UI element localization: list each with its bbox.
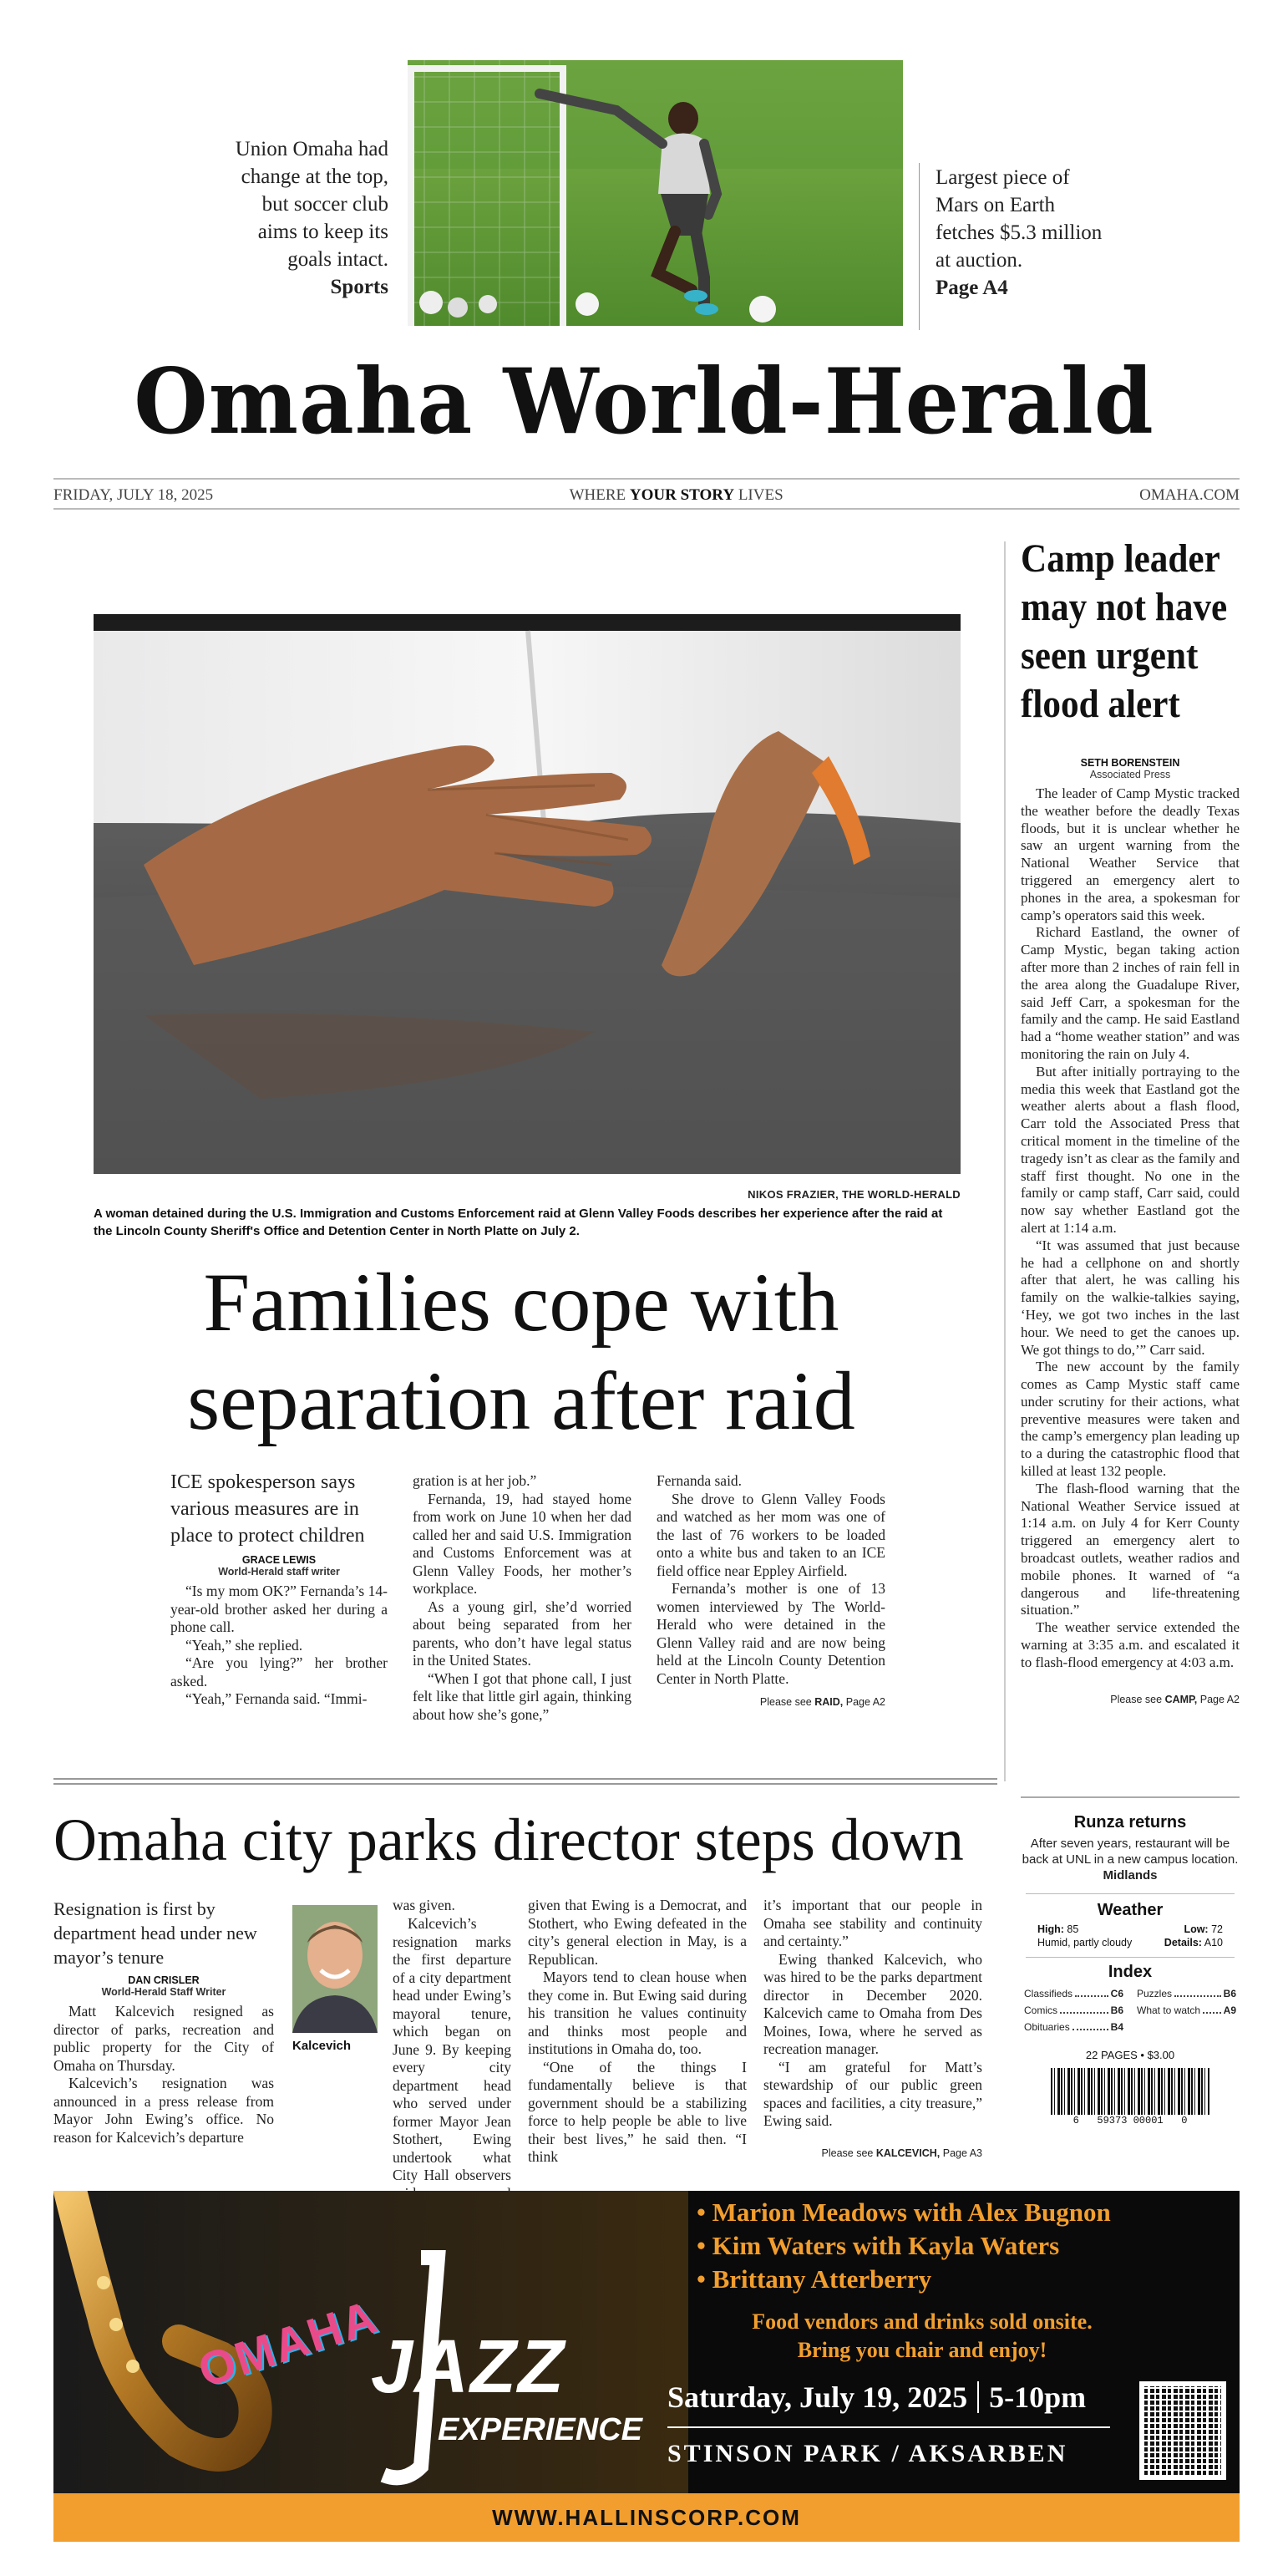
lead-jump-bold: RAID, — [814, 1696, 844, 1708]
photo-credit — [94, 1188, 961, 1201]
lead-byline-name: GRACE LEWIS — [241, 1554, 317, 1566]
ad-act-name: Marion Meadows with Alex Bugnon — [712, 2197, 1111, 2227]
ad-website[interactable]: WWW.HALLINSCORP.COM — [53, 2493, 1240, 2542]
index-page: B6 — [1110, 2004, 1123, 2016]
ad-info — [672, 2308, 1173, 2365]
dateline-bar — [53, 478, 1240, 510]
masthead-logo[interactable]: Omaha World-Herald — [134, 349, 1154, 455]
side-paragraph: But after initially portraying to the media this week that Eastland got the weather alerts about a flash flood, Carr told the Associated Press that critical moment in the timeline of the tragedy isn’t as clear as the family and staff first thought. No one in the family or camp staff, Carr said, could now say whether Eastland got the alert at 1:14 a.m. — [1021, 1063, 1240, 1236]
jazz-ad[interactable] — [53, 2191, 1240, 2542]
soccer-goalkeeper-image — [408, 60, 903, 326]
lead-photo[interactable] — [94, 614, 961, 1174]
ad-date-row — [667, 2376, 1202, 2418]
side-column-rule — [1004, 541, 1006, 1781]
index-item[interactable] — [1024, 1985, 1123, 2002]
parks-col1-p: Matt Kalcevich resigned as director of parks, recreation and public property for the City of Omaha on Thursday. — [53, 2003, 274, 2074]
weather-details[interactable] — [1164, 1937, 1223, 1949]
index-page: A9 — [1223, 2004, 1236, 2016]
runza-text — [1021, 1836, 1240, 1883]
parks-col4-p: Ewing thanked Kalcevich, who was hired to be the parks department director in December 2020. Kalcevich came to Omaha from Des Moines, Iowa, where he served as recreation manager. — [763, 1950, 982, 2057]
lead-deck: ICE spokesperson says various measures are in place to protect children — [170, 1471, 365, 1547]
ad-logo — [191, 2283, 663, 2483]
soccer-photo[interactable] — [408, 60, 903, 326]
ad-venue: STINSON PARK / AKSARBEN — [667, 2440, 1068, 2467]
side-paragraph: The leader of Camp Mystic tracked the weather before the deadly Texas floods, but it is unclear whether he saw an urgent warning from the National Weather Service that triggered an emergency alert to phones in the area, a spokesman for camp’s operators said this week. — [1021, 785, 1240, 923]
teaser-sports-section: Sports — [330, 276, 388, 298]
parks-col2-rest: Kalcevich’s resignation marks the first departure of a city department head under Ewing’s mayoral tenure, which began on June 9. By keeping every city department head who served under former Mayor Jean Stothert, Ewing undertook what City Hall observers — [393, 1915, 511, 2183]
index-item[interactable] — [1024, 2019, 1123, 2035]
parks-col3-p: Mayors tend to clean house when they come in. But Ewing said during his transition he values continuity and thinks most people and institutions in Omaha do, too. — [528, 1969, 747, 2057]
side-byline-org: Associated Press — [1089, 769, 1171, 780]
index-page: B4 — [1110, 2021, 1123, 2033]
index-name: Comics — [1024, 2004, 1058, 2016]
photo-credit-org: , THE WORLD-HERALD — [835, 1188, 961, 1201]
teaser-divider — [919, 163, 920, 330]
teaser-mars-section: Page A4 — [936, 277, 1008, 299]
kalcevich-caption: Kalcevich — [292, 2039, 352, 2053]
lead-col3-p: Fernanda said. — [657, 1472, 743, 1489]
index-name: Classifieds — [1024, 1988, 1073, 1999]
index-item[interactable] — [1137, 2002, 1236, 2019]
low-value: 72 — [1211, 1923, 1223, 1935]
parks-col2-top: was given. — [393, 1897, 455, 1913]
ad-act: • Kim Waters with Kayla Waters — [697, 2231, 1060, 2260]
parks-jump-bold: KALCEVICH, — [875, 2147, 941, 2159]
lead-col3-p: Fernanda’s mother is one of 13 women interviewed by The World-Herald who were detained in the Glenn Valley raid and are now being held at the Lincoln County Detention Center in North Platte. — [657, 1580, 885, 1687]
ad-act: • Marion Meadows with Alex Bugnon — [697, 2197, 1111, 2227]
side-paragraph: Richard Eastland, the owner of Camp Mystic, began taking action after more than 2 inches of rain fell in the area along the Guadalupe River, said Jeff Carr, a spokesman for the family and the camp. He said Eastland had a “home weather station” and was monitoring the rain on July 4. — [1021, 924, 1240, 1062]
lead-byline-title: World-Herald staff writer — [218, 1566, 340, 1578]
index-name: Obituaries — [1024, 2021, 1070, 2033]
ad-logo-experience: EXPERIENCE — [438, 2412, 642, 2447]
lead-headline[interactable]: Families cope with separation after raid — [187, 1256, 855, 1447]
lead-col2-p: “When I got that phone call, I just felt like that little girl again, thinking about how she’s gone,” — [413, 1669, 631, 1723]
weather-conditions: Humid, partly cloudy — [1037, 1937, 1133, 1949]
side-headline[interactable]: Camp leader may not have seen urgent flood alert — [1021, 536, 1228, 726]
barcode-digits: 6 59373 00001 0 — [1072, 2115, 1188, 2126]
ad-date-divider — [977, 2381, 979, 2413]
issue-date: FRIDAY, JULY 18, 2025 — [53, 485, 214, 504]
runza-desc: After seven years, restaurant will be back at UNL in a new campus location. — [1022, 1837, 1239, 1867]
side-jump-pre: Please see — [1110, 1693, 1163, 1705]
side-story-body — [1021, 752, 1240, 1705]
side-paragraph: The flash-flood warning that the National Weather Service issued at 1:14 a.m. on July 4 for Kerr County triggered an emergency alert to broadcast outlets, weather radios and mobile phones. It warned of “a dangerous and life-threatening situation.” — [1021, 1480, 1240, 1618]
section-divider — [53, 1778, 997, 1785]
parks-deck: Resignation is first by department head under new mayor’s tenure — [53, 1898, 257, 1968]
teaser-page-a4[interactable] — [936, 164, 1103, 302]
lead-col2-p: gration is at her job.” — [413, 1472, 537, 1489]
side-paragraph: The new account by the family comes as Camp Mystic staff came under scrutiny for their actions, what preventive measures were taken and the camp’s emergency plan leading up to a during the catastrophic flood that killed at least 132 people. — [1021, 1359, 1240, 1480]
runza-section: Midlands — [1103, 1868, 1158, 1882]
parks-jump-pre: Please see — [821, 2147, 874, 2159]
photo-caption: A woman detained during the U.S. Immigration and Customs Enforcement raid at Glenn Valley Foods describes her experience after the raid at the Lincoln County Sheriff's Office and Detention Center in North Platte on July 2. — [94, 1207, 943, 1238]
side-text — [1021, 785, 1240, 1672]
weather-row1 — [1021, 1920, 1240, 1935]
lead-jump-post: Page A2 — [845, 1696, 885, 1708]
photo-credit-name: NIKOS FRAZIER — [748, 1188, 836, 1201]
lead-col2-p: Fernanda, 19, had stayed home from work on June 10 when her dad called her and said U.S. Immigration and Customs Enforcement was at Glenn Valley Foods, her mother’s workplace. — [413, 1490, 631, 1597]
lead-jump-pre: Please see — [759, 1696, 812, 1708]
lead-col1-p: “Are you lying?” her brother asked. — [170, 1654, 388, 1689]
ad-info-line1: Food vendors and drinks sold onsite. — [752, 2309, 1093, 2334]
tagline-post: LIVES — [738, 485, 783, 504]
side-paragraph: The weather service extended the warning at 3:35 a.m. and escalated it to flash-flood emergency at 4:03 a.m. — [1021, 1619, 1240, 1670]
ad-act-name: Kim Waters with Kayla Waters — [712, 2231, 1060, 2260]
ad-act-name: Brittany Atterberry — [712, 2264, 932, 2294]
index-item[interactable] — [1137, 1985, 1236, 2002]
side-jump-link[interactable] — [1021, 1694, 1240, 1705]
ad-qr-code[interactable] — [1139, 2381, 1226, 2480]
index-page: B6 — [1223, 1988, 1236, 1999]
weather-high — [1037, 1923, 1078, 1935]
parks-col1-text — [53, 2003, 274, 2147]
tagline-bold: YOUR STORY — [629, 485, 735, 504]
low-label: Low: — [1184, 1923, 1209, 1935]
parks-byline-name: DAN CRISLER — [128, 1974, 200, 1986]
weather-title: Weather — [1097, 1901, 1164, 1919]
ad-logo-jazz: JAZZ — [371, 2325, 565, 2409]
ad-act: • Brittany Atterberry — [697, 2264, 932, 2294]
parks-headline[interactable]: Omaha city parks director steps down — [53, 1806, 964, 1873]
sidebar-box — [1021, 1796, 1240, 2172]
parks-col4-p: “I am grateful for Matt’s stewardship of our public green spaces and facilities, a city treasure,” Ewing said. — [763, 2058, 982, 2129]
parks-col1-p: Kalcevich’s resignation was announced in a press release from Mayor John Ewing’s office. No reason for Kalcevich’s departure — [53, 2075, 274, 2146]
tagline — [570, 486, 783, 505]
lead-col1-text — [170, 1583, 388, 1709]
teaser-mars-text: Largest piece of Mars on Earth fetches $5.3 million at auction. — [936, 166, 1103, 272]
parks-col3 — [528, 1897, 747, 2167]
lead-col1-p: “Yeah,” Fernanda said. “Immi- — [185, 1690, 368, 1707]
price-line: 22 PAGES • $3.00 — [1085, 2049, 1175, 2061]
index-name: Puzzles — [1137, 1988, 1173, 1999]
parks-col3-p: “One of the things I fundamentally believe is that government should be a stabilizing force to help people be able to live their best lives,” he said then. “I think — [528, 2058, 747, 2165]
index-list — [1021, 1982, 1240, 2035]
parks-col4-p: it’s important that our people in Omaha see stability and continuity and certainty.” — [763, 1897, 982, 1949]
parks-jump-link[interactable] — [763, 2147, 982, 2159]
lead-col3-p: She drove to Glenn Valley Foods and watched as her mom was one of the last of 76 workers to be loaded onto a white bus and taken to an ICE field office near Eppley Airfield. — [657, 1490, 885, 1579]
lead-jump-link[interactable] — [657, 1696, 885, 1708]
side-paragraph: “It was assumed that just because he had a cellphone on and shortly after that alert, he was calling his family on the walkie-talkies saying, ‘Hey, we got two inches in the last hour. We need to get the canoes up. We got things to do,’” Carr said. — [1021, 1237, 1240, 1358]
side-jump-bold: CAMP, — [1164, 1693, 1198, 1705]
weather-row2 — [1021, 1935, 1240, 1949]
high-value: 85 — [1067, 1923, 1079, 1935]
barcode — [1051, 2068, 1209, 2115]
index-item[interactable] — [1024, 2002, 1123, 2019]
parks-col2-wrap — [292, 1915, 511, 2238]
site-link[interactable]: OMAHA.COM — [1139, 485, 1240, 504]
parks-col4 — [763, 1897, 982, 2131]
parks-col2 — [393, 1897, 510, 1915]
ad-acts — [697, 2196, 1214, 2296]
ad-date: Saturday, July 19, 2025 — [667, 2380, 968, 2414]
index-name: What to watch — [1137, 2004, 1201, 2016]
lead-story-col1 — [170, 1469, 388, 1709]
parks-jump-post: Page A3 — [942, 2147, 982, 2159]
parks-col3-p: given that Ewing is a Democrat, and Stothert, who Ewing defeated in the city’s general election in May, is a Republican. — [528, 1897, 747, 1968]
lead-story-col2 — [413, 1472, 631, 1724]
index-title: Index — [1108, 1963, 1153, 1981]
weather-low — [1184, 1923, 1223, 1935]
parks-col1 — [53, 1897, 274, 2147]
ad-rule — [667, 2426, 1110, 2428]
lead-story-col3 — [657, 1472, 885, 1688]
lead-col1-p: “Yeah,” she replied. — [185, 1636, 303, 1654]
ad-info-line2: Bring you chair and enjoy! — [797, 2338, 1047, 2362]
teaser-sports[interactable] — [226, 135, 388, 301]
high-label: High: — [1037, 1923, 1064, 1935]
lead-col1-p: “Is my mom OK?” Fernanda’s 14-year-old brother asked her during a phone call. — [170, 1583, 388, 1635]
details-value: A10 — [1204, 1937, 1223, 1949]
runza-title[interactable]: Runza returns — [1073, 1813, 1187, 1832]
ad-time: 5-10pm — [989, 2380, 1087, 2414]
lead-col2-p: As a young girl, she’d worried about being separated from her parents, who don’t have legal status in the United States. — [413, 1598, 631, 1669]
hands-image — [94, 614, 961, 1174]
parks-byline-title: World-Herald Staff Writer — [101, 1986, 226, 1998]
ad-logo-omaha: OMAHA — [191, 2289, 384, 2397]
side-jump-post: Page A2 — [1199, 1693, 1240, 1705]
index-page: C6 — [1110, 1988, 1123, 1999]
tagline-pre: WHERE — [569, 485, 626, 504]
side-byline-name: SETH BORENSTEIN — [1080, 757, 1180, 769]
details-label: Details: — [1164, 1937, 1202, 1949]
teaser-sports-text: Union Omaha had change at the top, but soccer club aims to keep its goals intact. — [235, 138, 388, 271]
